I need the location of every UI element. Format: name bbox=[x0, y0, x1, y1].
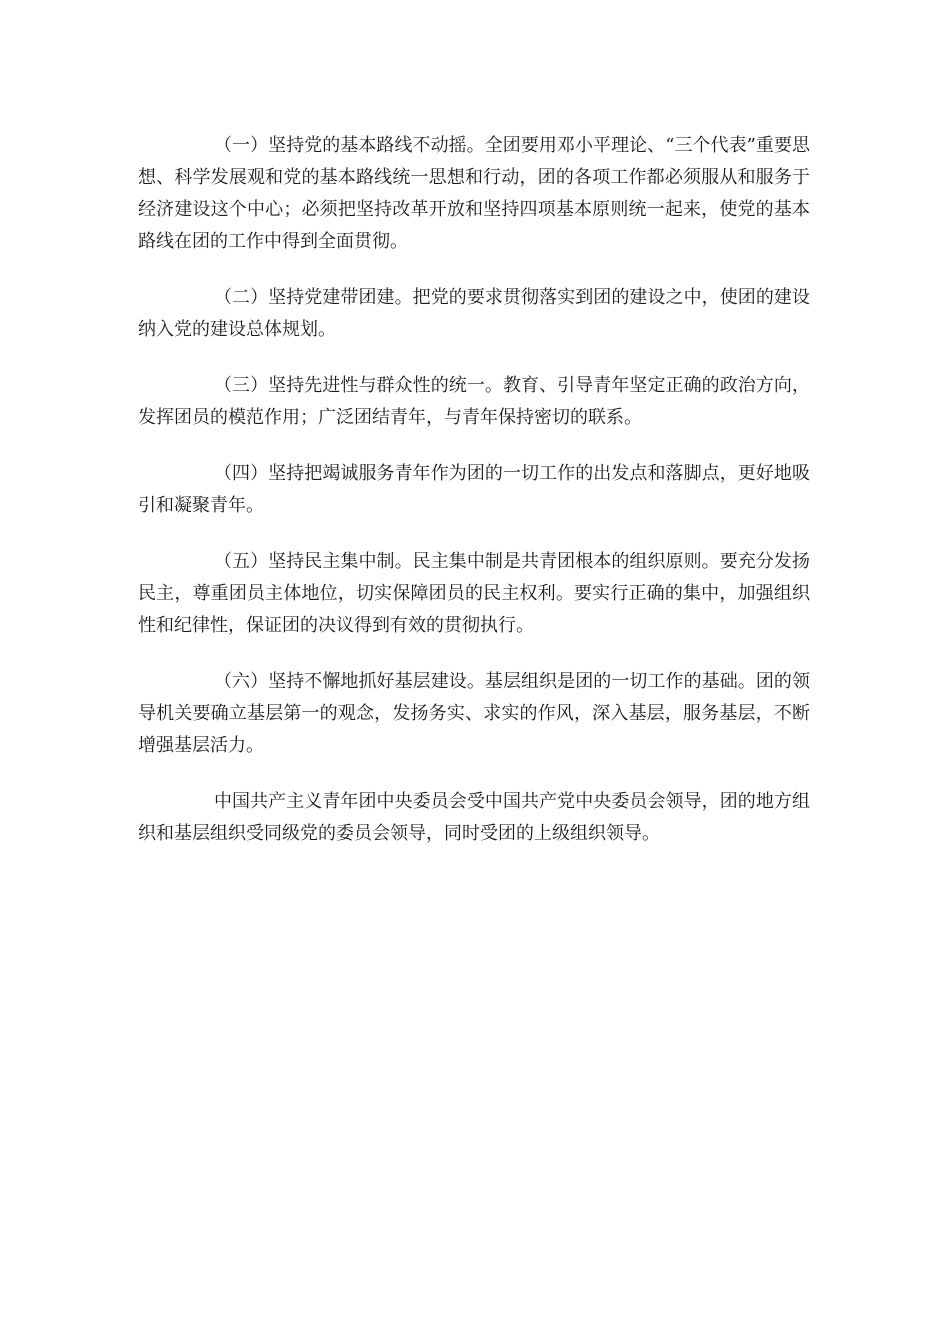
paragraph-2: （二）坚持党建带团建。把党的要求贯彻落实到团的建设之中，使团的建设纳入党的建设总体规划。 bbox=[138, 287, 810, 340]
paragraph-6: （六）坚持不懈地抓好基层建设。基层组织是团的一切工作的基础。团的领导机关要确立基层第一的观念，发扬务实、求实的作风，深入基层，服务基层，不断增强基层活力。 bbox=[138, 671, 810, 756]
paragraph-1: （一）坚持党的基本路线不动摇。全团要用邓小平理论、“三个代表”重要思想、科学发展观和党的基本路线统一思想和行动，团的各项工作都必须服从和服务于经济建设这个中心；必须把坚持改革开放和坚持四项基本原则统一起来，使党的基本路线在团的工作中得到全面贯彻。 bbox=[138, 135, 810, 252]
paragraph-3: （三）坚持先进性与群众性的统一。教育、引导青年坚定正确的政治方向，发挥团员的模范作用；广泛团结青年，与青年保持密切的联系。 bbox=[138, 375, 810, 428]
paragraph-4: （四）坚持把竭诚服务青年作为团的一切工作的出发点和落脚点，更好地吸引和凝聚青年。 bbox=[138, 463, 810, 516]
document-body bbox=[138, 130, 810, 874]
paragraph-5: （五）坚持民主集中制。民主集中制是共青团根本的组织原则。要充分发扬民主，尊重团员主体地位，切实保障团员的民主权利。要实行正确的集中，加强组织性和纪律性，保证团的决议得到有效的贯彻执行。 bbox=[138, 551, 810, 636]
paragraph-7: 中国共产主义青年团中央委员会受中国共产党中央委员会领导，团的地方组织和基层组织受同级党的委员会领导，同时受团的上级组织领导。 bbox=[138, 791, 810, 844]
